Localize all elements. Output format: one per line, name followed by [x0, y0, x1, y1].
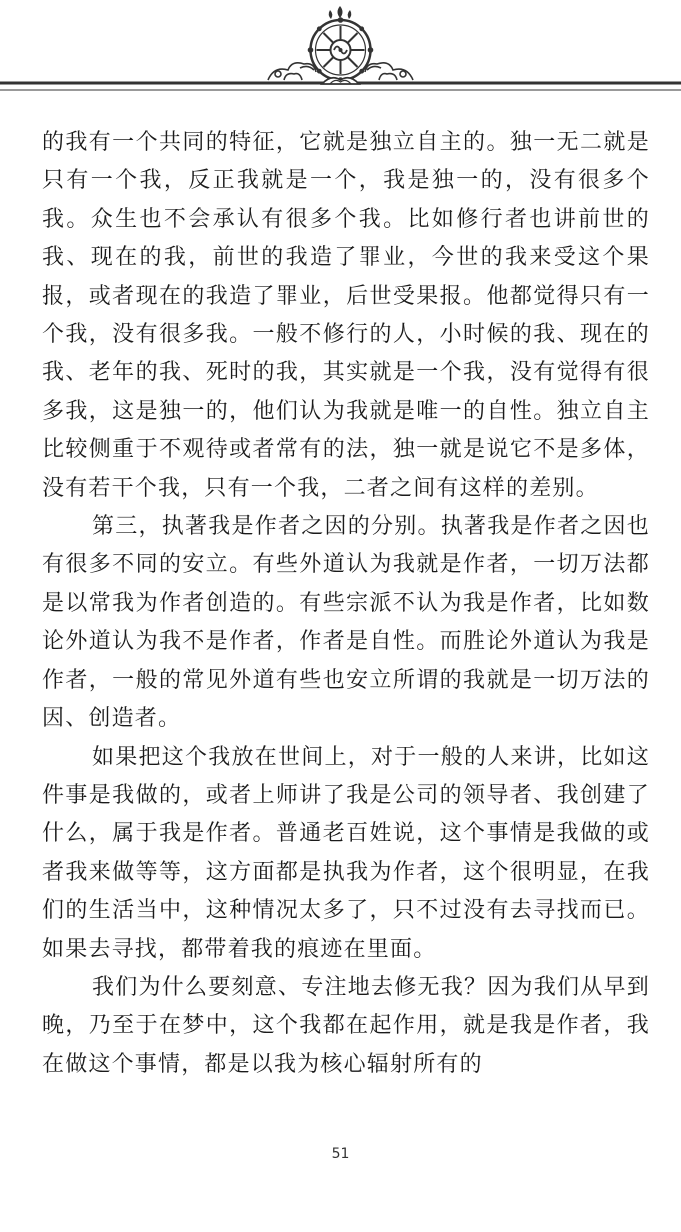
- page-header: [0, 0, 681, 110]
- page-body: [42, 124, 650, 1084]
- paragraph: 第三，执著我是作者之因的分别。执著我是作者之因也有很多不同的安立。有些外道认为我就是作者，一切万法都是以常我为作者创造的。有些宗派不认为我是作者，比如数论外道认为我不是作者，作者是自性。而胜论外道认为我是作者，一般的常见外道有些也安立所谓的我就是一切万法的因、创造者。: [42, 514, 650, 732]
- page-number: 51: [331, 1146, 350, 1162]
- paragraph: 的我有一个共同的特征，它就是独立自主的。独一无二就是只有一个我，反正我就是一个，我是独一的，没有很多个我。众生也不会承认有很多个我。比如修行者也讲前世的我、现在的我，前世的我造了罪业，今世的我来受这个果报，或者现在的我造了罪业，后世受果报。他都觉得只有一个我，没有很多我。一般不修行的人，小时候的我、现在的我、老年的我、死时的我，其实就是一个我，没有觉得有很多我，这是独一的，他们认为我就是唯一的自性。独立自主比较侧重于不观待或者常有的法，独一就是说它不是多体，没有若干个我，只有一个我，二者之间有这样的差别。: [42, 130, 650, 501]
- right-cloud-icon: [365, 63, 413, 80]
- paragraph: 如果把这个我放在世间上，对于一般的人来讲，比如这件事是我做的，或者上师讲了我是公司的领导者、我创建了什么，属于我是作者。普通老百姓说，这个事情是我做的或者我来做等等，这方面都是执我为作者，这个很明显，在我们的生活当中，这种情况太多了，只不过没有去寻找而已。如果去寻找，都带着我的痕迹在里面。: [42, 744, 650, 962]
- header-ornament: [0, 0, 681, 110]
- paragraph: 我们为什么要刻意、专注地去修无我？因为我们从早到晚，乃至于在梦中，这个我都在起作用，就是我是作者，我在做这个事情，都是以我为核心辐射所有的: [42, 974, 650, 1077]
- dharma-wheel-icon: [308, 6, 374, 84]
- left-cloud-icon: [268, 63, 316, 80]
